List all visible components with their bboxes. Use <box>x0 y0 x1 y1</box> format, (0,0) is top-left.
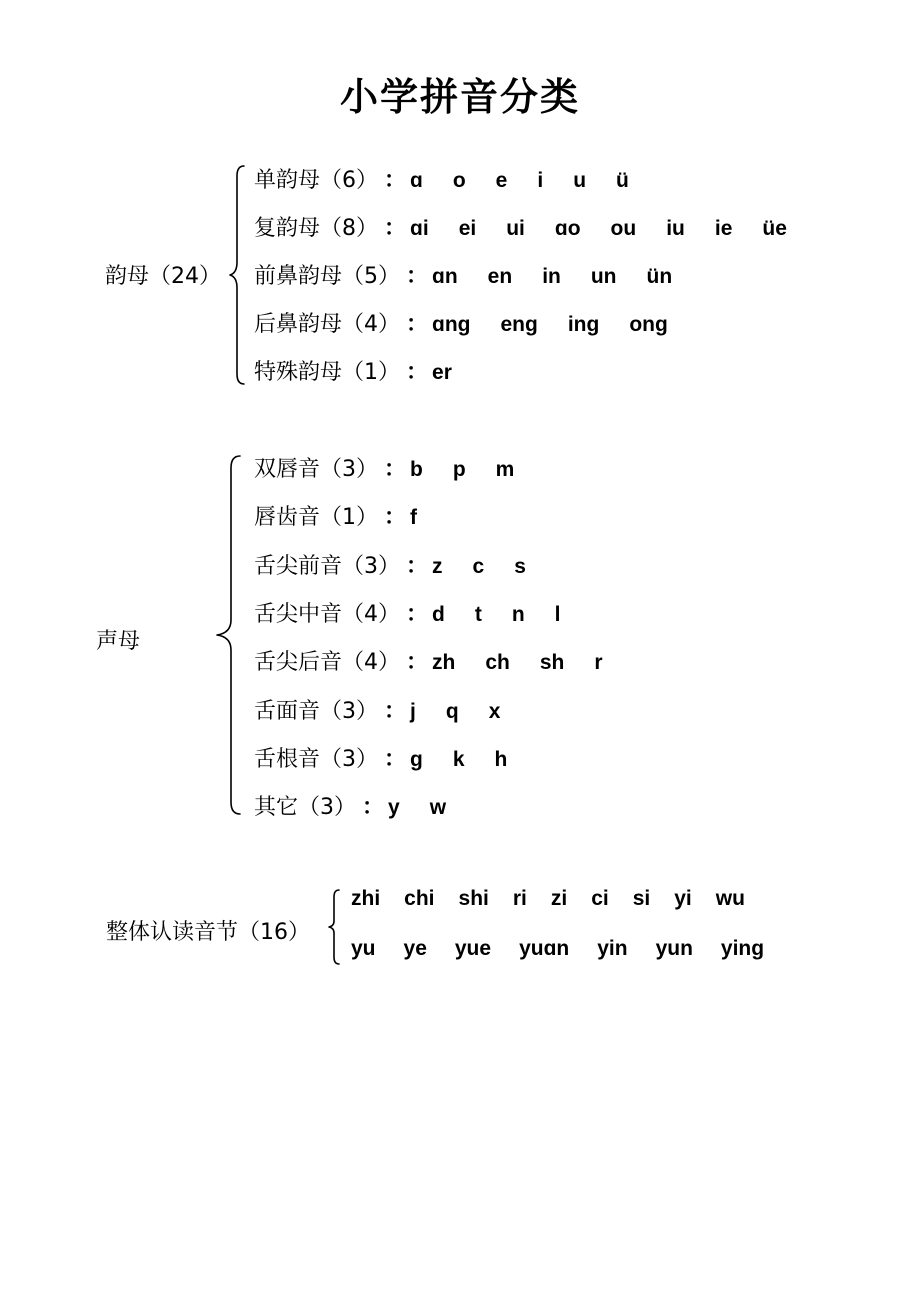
shengmu-category: 舌面音（3） <box>254 698 378 724</box>
pinyin-syllable: wu <box>715 887 745 910</box>
pinyin-letter: d <box>432 602 445 626</box>
pinyin-letter: ü <box>616 169 629 192</box>
shengmu-category: 其它（3） <box>254 795 356 821</box>
shengmu-letters <box>432 555 556 579</box>
shengmu-letters <box>410 458 544 482</box>
pinyin-letter: sh <box>539 651 565 675</box>
shengmu-row <box>254 597 591 628</box>
pinyin-letter: h <box>494 747 508 771</box>
pinyin-letter: s <box>514 554 526 578</box>
yunmu-letters <box>432 313 698 337</box>
pinyin-letter: ong <box>629 313 668 336</box>
yunmu-category: 后鼻韵母（4） <box>254 312 400 337</box>
pinyin-letter: üe <box>762 217 787 240</box>
yunmu-letters <box>432 361 482 385</box>
yunmu-category: 单韵母（6） <box>254 168 378 193</box>
shengmu-category: 舌尖前音（3） <box>254 553 400 579</box>
shengmu-letters <box>410 748 537 772</box>
pinyin-syllable: ri <box>512 887 527 910</box>
shengmu-category: 舌尖后音（4） <box>254 650 400 676</box>
pinyin-letter: in <box>542 265 561 288</box>
pinyin-letter: j <box>410 699 416 723</box>
pinyin-syllable: yun <box>655 937 693 960</box>
colon-separator: ： <box>384 746 407 772</box>
pinyin-letter: b <box>410 458 423 481</box>
shengmu-letters <box>388 796 476 820</box>
pinyin-letter: g <box>410 747 423 771</box>
pinyin-letter: ui <box>506 217 525 240</box>
pinyin-letter: n <box>511 602 525 626</box>
pinyin-letter: ie <box>714 217 733 240</box>
pinyin-letter: q <box>445 699 459 723</box>
colon-separator: ： <box>406 360 429 385</box>
pinyin-letter: i <box>537 169 544 192</box>
pinyin-letter: r <box>594 651 603 675</box>
pinyin-letter: er <box>432 361 452 384</box>
shengmu-category: 舌根音（3） <box>254 746 378 772</box>
shengmu-row <box>254 742 537 773</box>
pinyin-letter: ɑi <box>410 217 429 240</box>
shengmu-row <box>254 549 556 580</box>
zhengti-brace <box>327 887 343 967</box>
pinyin-syllable: yin <box>597 937 628 960</box>
pinyin-letter: t <box>474 602 482 626</box>
pinyin-syllable: zhi <box>351 887 381 910</box>
pinyin-syllable: si <box>632 887 651 910</box>
pinyin-letter: un <box>590 265 617 288</box>
pinyin-syllable: yue <box>454 937 492 960</box>
pinyin-letter: ün <box>646 265 673 288</box>
pinyin-syllable: ye <box>403 937 427 960</box>
colon-separator: ： <box>384 168 407 193</box>
pinyin-letter: k <box>452 747 465 771</box>
pinyin-letter: eng <box>500 313 538 336</box>
colon-separator: ： <box>406 264 429 289</box>
pinyin-letter: ei <box>458 217 477 240</box>
pinyin-letter: u <box>573 169 587 192</box>
colon-separator: ： <box>362 795 385 821</box>
colon-separator: ： <box>384 505 407 531</box>
pinyin-syllable: shi <box>458 887 489 910</box>
pinyin-letter: l <box>554 602 561 626</box>
yunmu-group-label: 韵母（24） <box>105 264 221 289</box>
pinyin-letter: ɑo <box>554 217 581 240</box>
yunmu-row <box>254 259 702 290</box>
pinyin-syllable: yi <box>674 887 692 910</box>
yunmu-brace <box>228 162 252 388</box>
pinyin-letter: x <box>488 699 501 723</box>
pinyin-syllable: yuɑn <box>519 937 570 960</box>
pinyin-letter: ou <box>610 217 637 240</box>
shengmu-letters <box>432 603 591 627</box>
colon-separator: ： <box>406 312 429 337</box>
pinyin-letter: o <box>452 169 466 192</box>
pinyin-letter: ɑng <box>432 313 471 336</box>
zhengti-group-label: 整体认读音节（16） <box>106 920 310 945</box>
colon-separator: ： <box>406 553 429 579</box>
shengmu-row <box>254 452 544 483</box>
colon-separator: ： <box>384 216 407 241</box>
pinyin-letter: ing <box>567 313 600 336</box>
pinyin-letter: w <box>429 796 447 820</box>
yunmu-category: 复韵母（8） <box>254 216 378 241</box>
pinyin-letter: m <box>495 458 515 481</box>
shengmu-category: 双唇音（3） <box>254 457 378 482</box>
pinyin-letter: iu <box>666 217 685 240</box>
pinyin-letter: e <box>495 169 508 192</box>
yunmu-row <box>254 211 817 242</box>
pinyin-syllable: ci <box>591 887 609 910</box>
shengmu-letters <box>410 700 530 724</box>
shengmu-brace <box>214 452 244 818</box>
shengmu-category: 舌尖中音（4） <box>254 601 400 627</box>
colon-separator: ： <box>384 457 407 482</box>
shengmu-row <box>254 790 476 821</box>
pinyin-syllable: yu <box>351 937 376 960</box>
pinyin-letter: zh <box>432 651 456 675</box>
shengmu-row <box>254 645 633 676</box>
pinyin-letter: c <box>472 554 485 578</box>
shengmu-letters <box>432 651 633 675</box>
shengmu-row <box>254 694 530 725</box>
pinyin-letter: y <box>388 796 400 820</box>
pinyin-letter: ɑn <box>432 265 458 288</box>
shengmu-row <box>254 500 447 531</box>
yunmu-letters <box>410 169 659 193</box>
yunmu-category: 特殊韵母（1） <box>254 360 400 385</box>
shengmu-group-label: 声母 <box>96 629 141 654</box>
yunmu-letters <box>410 217 817 241</box>
pinyin-letter: p <box>452 458 466 481</box>
colon-separator: ： <box>384 698 407 724</box>
pinyin-syllable: zi <box>550 887 568 910</box>
shengmu-category: 唇齿音（1） <box>254 505 378 531</box>
page-title: 小学拼音分类 <box>339 75 580 119</box>
pinyin-letter: z <box>432 554 443 578</box>
colon-separator: ： <box>406 650 429 676</box>
pinyin-letter: ch <box>485 651 510 675</box>
yunmu-row <box>254 307 698 338</box>
pinyin-letter: ɑ <box>410 169 423 192</box>
shengmu-letters <box>410 506 447 530</box>
zhengti-row <box>351 937 792 961</box>
yunmu-row <box>254 163 659 194</box>
pinyin-syllable: ying <box>720 937 765 960</box>
pinyin-letter: f <box>410 506 418 530</box>
zhengti-row <box>351 887 769 911</box>
pinyin-letter: en <box>487 265 513 288</box>
yunmu-letters <box>432 265 702 289</box>
yunmu-category: 前鼻韵母（5） <box>254 264 400 289</box>
pinyin-syllable: chi <box>404 887 435 910</box>
colon-separator: ： <box>406 601 429 627</box>
yunmu-row <box>254 355 482 386</box>
